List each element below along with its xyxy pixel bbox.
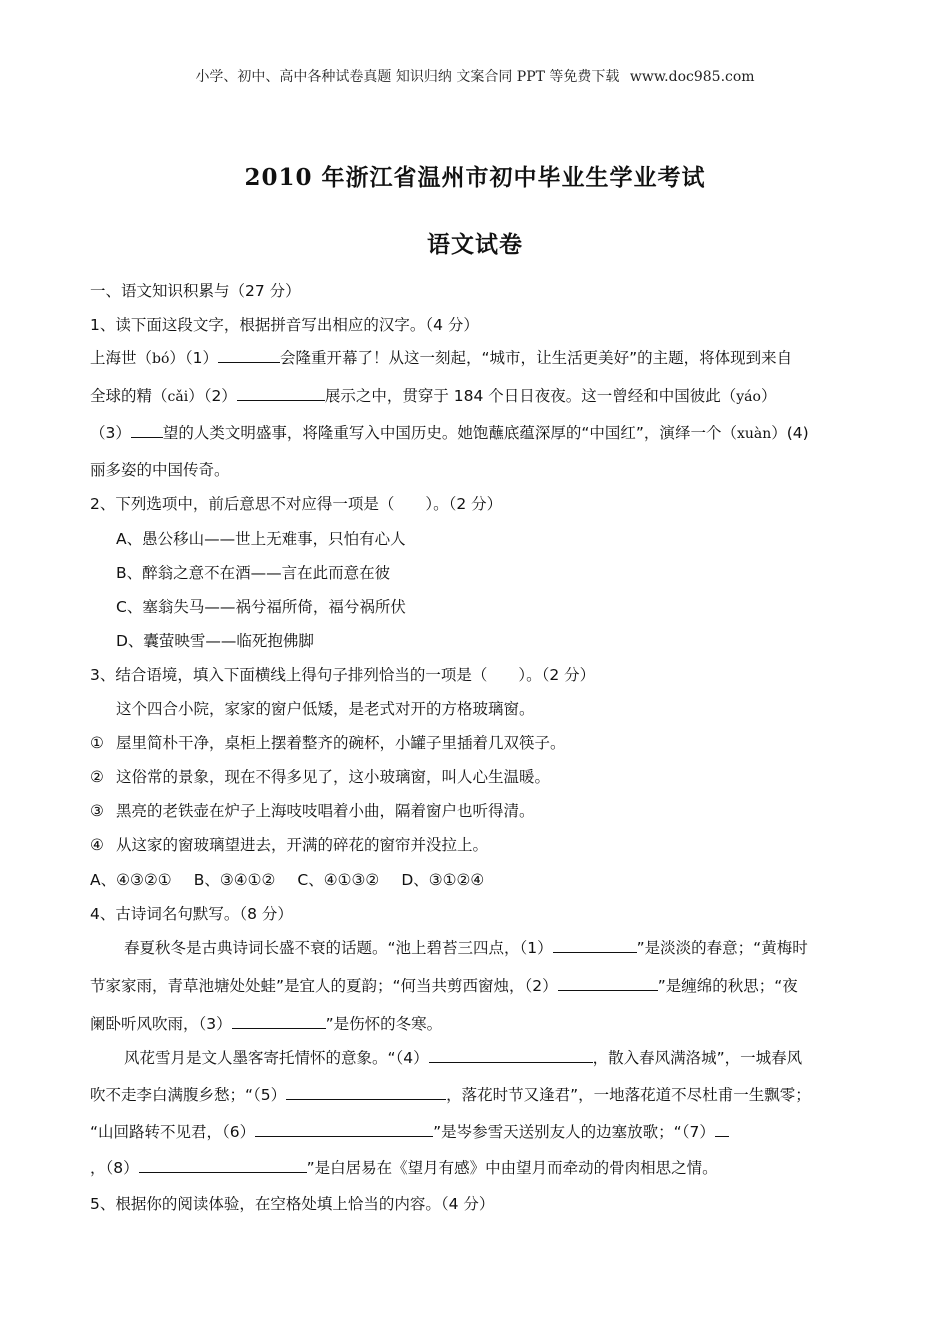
question-5-stem: 5、根据你的阅读体验，在空格处填上恰当的内容。（4 分） [90,1195,495,1213]
sentence-item: ④ 从这家的窗玻璃望进去，开满的碎花的窗帘并没拉上。 [90,836,489,854]
exam-subtitle: 语文试卷 [427,231,523,258]
option-d: D、③①②④ [401,871,485,889]
answer-blank[interactable] [286,1085,446,1100]
answer-blank[interactable] [255,1122,433,1137]
poem-paragraph-line: 节家家雨，青草池塘处处蛙”是宜人的夏韵；“何当共剪西窗烛，（2） ”是缠绵的秋思；“夜 [90,977,798,995]
question-2-stem: 2、下列选项中，前后意思不对应得一项是（ ）。（2 分） [90,495,503,513]
question-3-options [90,868,484,890]
sentence-item: ① 屋里简朴干净，桌柜上摆着整齐的碗杯，小罐子里插着几双筷子。 [90,734,566,752]
question-1-line: 全球的精（cǎi）（2） 展示之中，贯穿于 184 个日日夜夜。这一曾经和中国彼此（yáo） [90,387,777,405]
sentence-item: ③ 黑亮的老铁壶在炉子上海吱吱唱着小曲，隔着窗户也听得清。 [90,802,535,820]
poem-paragraph-line: 阑卧听风吹雨，（3） ”是伤怀的冬寒。 [90,1015,443,1033]
question-3-context: 这个四合小院，家家的窗户低矮，是老式对开的方格玻璃窗。 [116,700,535,718]
answer-blank[interactable] [429,1048,593,1063]
option-b: B、醉翁之意不在酒——言在此而意在彼 [116,564,391,582]
section-heading: 一、语文知识积累与（27 分） [90,282,301,300]
answer-blank[interactable] [715,1122,729,1137]
page-header [0,66,950,86]
answer-blank[interactable] [139,1158,307,1173]
poem-paragraph-line: 风花雪月是文人墨客寄托情怀的意象。“（4） ，散入春风满洛城”，一城春风 [124,1049,803,1067]
option-a: A、④③②① [90,871,172,889]
answer-blank[interactable] [553,938,637,953]
question-4-stem: 4、古诗词名句默写。（8 分） [90,905,293,923]
option-c: C、④①③② [297,871,380,889]
poem-paragraph-line: ，（8） ”是白居易在《望月有感》中由望月而牵动的骨肉相思之情。 [90,1159,718,1177]
poem-paragraph-line: “山回路转不见君，（6） ”是岑参雪天送别友人的边塞放歌；“（7） [90,1120,729,1142]
option-d: D、囊萤映雪——临死抱佛脚 [116,632,314,650]
option-b: B、③④①② [193,871,276,889]
answer-blank[interactable] [218,348,280,363]
answer-blank[interactable] [558,976,658,991]
question-1-line: 丽多姿的中国传奇。 [90,461,230,479]
sentence-item: ② 这俗常的景象，现在不得多见了，这小玻璃窗，叫人心生温暖。 [90,768,551,786]
answer-blank[interactable] [237,386,325,401]
question-1-line: 上海世（bó）（1） 会隆重开幕了！从这一刻起，“城市，让生活更美好”的主题，将体现到来自 [90,349,793,367]
header-url[interactable]: www.doc985.com [629,69,755,85]
option-c: C、塞翁失马——祸兮福所倚，福兮祸所伏 [116,598,406,616]
question-3-stem: 3、结合语境，填入下面横线上得句子排列恰当的一项是（ ）。（2 分） [90,666,596,684]
poem-paragraph-line: 吹不走李白满腹乡愁；“（5） ，落花时节又逢君”，一地落花道不尽杜甫一生飘零； [90,1086,811,1104]
poem-paragraph-line: 春夏秋冬是古典诗词长盛不衰的话题。“池上碧苔三四点，（1） ”是淡淡的春意；“黄梅时 [124,939,808,957]
option-a: A、愚公移山——世上无难事，只怕有心人 [116,530,406,548]
answer-blank[interactable] [131,423,163,438]
answer-blank[interactable] [232,1014,326,1029]
header-text: 小学、初中、高中各种试卷真题 知识归纳 文案合同 PPT 等免费下载 [195,69,620,85]
question-1-line: （3） 望的人类文明盛事，将隆重写入中国历史。她饱蘸底蕴深厚的“中国红”，演绎一个（xuàn）(4) [90,424,809,442]
exam-title: 2010 年浙江省温州市初中毕业生学业考试 [244,164,706,191]
question-1-stem: 1、读下面这段文字，根据拼音写出相应的汉字。（4 分） [90,316,479,334]
